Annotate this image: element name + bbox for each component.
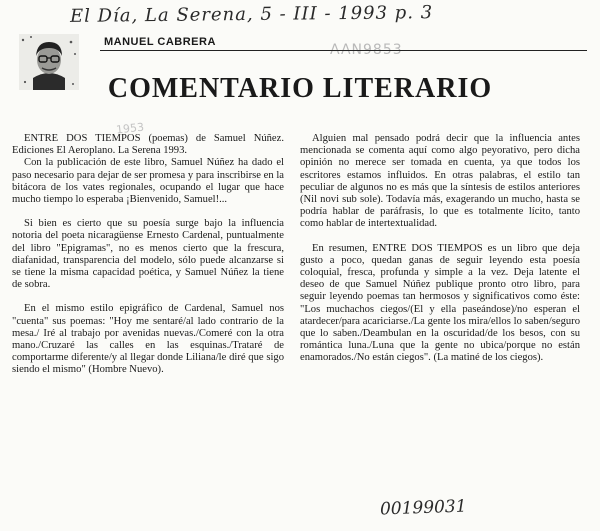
right-column <box>300 133 580 377</box>
paragraph: En resumen, ENTRE DOS TIEMPOS es un libro que deja gusto a poco, quedan ganas de seguir leyendo esta poesía coloquial, fresca, profunda y simple a la vez. Deja latente el deseo de que Samuel Núñez publique pronto otro libro, para seguir leyendo poemas tan hermosos y significativos como éste: "Los muchachos ciegos/(El y ella paseándose)/no esperan el atardecer/para acariciarse./La gente los mira/ellos lo saben/seguro que lo saben./Deambulan en la oscuridad/de los besos, con su romántica luna./Luna que la gente no ubica/porque no están enamorados./No están ciegos". (La matiné de los ciegos). <box>300 242 580 364</box>
handwritten-catalog-number: 00199031 <box>379 496 467 520</box>
paragraph: Alguien mal pensado podrá decir que la influencia antes mencionada se comenta aquí como algo peyorativo, pero dicha opinión no merece ser tomada en cuenta, ya que todos los escritores estamos influidos. En otras palabras, el estilo tan peculiar de algunos no es más que la síntesis de estilos anteriores (Nil novi sub sole). Todavía más, exagerando un mucho, hasta se podría hablar de paráfrasis, lo que es totalmente lícito, tanto como hablar de intertextualidad. <box>300 133 580 230</box>
paragraph: En el mismo estilo epigráfico de Cardenal, Samuel nos "cuenta" sus poemas: "Hoy me sentaré/al lado contrario de la mesa./ Iré al trabajo por avenidas nuevas./Comeré con la otra mano./Cruzaré las calles en las esquinas./Trataré de comportarme diferente/y al llegar donde Liliana/le diré que sigo siendo el mismo" (Hombre Nuevo). <box>12 303 284 376</box>
faint-number: 1953 <box>115 120 145 137</box>
handwritten-source-note: El Día, La Serena, 5 - III - 1993 p. 3 <box>69 2 434 27</box>
archive-stamp: AAN9853 <box>330 42 403 58</box>
author-byline: MANUEL CABRERA <box>104 36 216 48</box>
article-title: COMENTARIO LITERARIO <box>107 73 493 104</box>
paragraph: Con la publicación de este libro, Samuel Núñez ha dado el paso necesario para dejar de ser promesa y para inscribirse en la bitácora de los vates regionales, ocupando el lugar que hace mucho tiempo lo esperaba ¡Bienvenido, Samuel!... <box>12 157 284 206</box>
header-rule <box>100 50 587 51</box>
paragraph: Si bien es cierto que su poesía surge bajo la influencia notoria del poeta nicaragüense Ernesto Cardenal, puntualmente del libro "Epigramas", no es menos cierto que la frescura, diafanidad, transparencia del modelo, sólo puede alcanzarse si se tiene la misma capacidad poética, y Samuel Núñez la tiene de sobra. <box>12 218 284 291</box>
paragraph: ENTRE DOS TIEMPOS (poemas) de Samuel Núñez. Ediciones El Aeroplano. La Serena 1993. <box>12 133 284 157</box>
left-column <box>12 133 284 389</box>
